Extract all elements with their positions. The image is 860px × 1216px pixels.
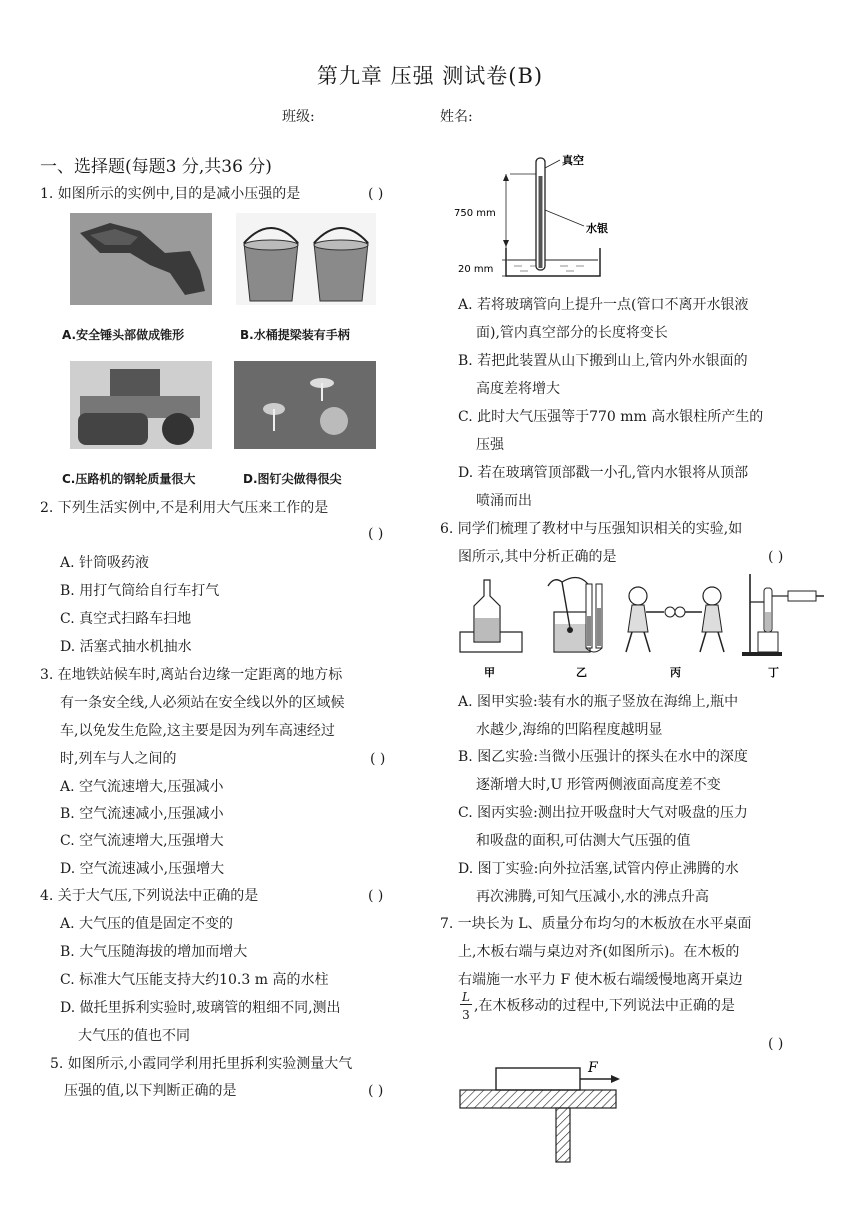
page-title: 第九章 压强 测试卷(B) bbox=[316, 64, 544, 88]
q6-stem-line2: 图所示,其中分析正确的是 bbox=[458, 549, 617, 565]
q5-option-d: D. 若在玻璃管顶部戳一小孔,管内水银将从顶部 bbox=[458, 465, 749, 481]
q5-option-b: B. 若把此装置从山下搬到山上,管内外水银面的 bbox=[458, 353, 748, 369]
q1-caption-c: C.压路机的钢轮质量很大 bbox=[62, 472, 196, 486]
name-label: 姓名: bbox=[440, 109, 473, 125]
force-label: F bbox=[588, 1060, 598, 1076]
q5-option-d-cont: 喷涌而出 bbox=[476, 493, 532, 509]
q6-answer-paren: ( ) bbox=[768, 549, 784, 565]
height-750-label: 750 mm bbox=[454, 208, 496, 219]
q5-answer-paren: ( ) bbox=[368, 1083, 384, 1099]
q3-stem-line3: 车,以免发生危险,这主要是因为列车高速经过 bbox=[60, 723, 335, 739]
q1-caption-b: B.水桶提梁装有手柄 bbox=[240, 328, 350, 342]
pressure-experiments-figure bbox=[458, 572, 826, 684]
q7-fraction-numerator: L bbox=[460, 990, 472, 1005]
q1-stem: 1. 如图所示的实例中,目的是减小压强的是 bbox=[40, 186, 301, 202]
q7-stem-line1: 7. 一块长为 L、质量分布均匀的木板放在水平桌面 bbox=[440, 916, 752, 932]
q6-option-b: B. 图乙实验:当微小压强计的探头在水中的深度 bbox=[458, 749, 748, 765]
q3-option-b: B. 空气流速减小,压强减小 bbox=[60, 806, 224, 822]
figure-label-yi: 乙 bbox=[576, 666, 587, 679]
q7-stem-line2: 上,木板右端与桌边对齐(如图所示)。在木板的 bbox=[458, 944, 740, 960]
q3-stem-line4: 时,列车与人之间的 bbox=[60, 751, 177, 767]
q1-caption-a: A.安全锤头部做成锥形 bbox=[62, 328, 185, 342]
water-bucket-image bbox=[236, 213, 376, 305]
q4-option-d-cont: 大气压的值也不同 bbox=[78, 1028, 190, 1044]
figure-label-ding: 丁 bbox=[768, 666, 779, 679]
q5-option-a-cont: 面),管内真空部分的长度将变长 bbox=[476, 325, 668, 341]
q2-stem: 2. 下列生活实例中,不是利用大气压来工作的是 bbox=[40, 500, 329, 516]
q7-stem-tail: ,在木板移动的过程中,下列说法中正确的是 bbox=[474, 998, 735, 1014]
pressure-gauge-diagram bbox=[548, 577, 602, 652]
figure-label-jia: 甲 bbox=[484, 666, 495, 679]
class-label: 班级: bbox=[282, 109, 315, 125]
q5-option-c: C. 此时大气压强等于770 mm 高水银柱所产生的 bbox=[458, 409, 764, 425]
q5-option-a: A. 若将玻璃管向上提升一点(管口不离开水银液 bbox=[458, 297, 749, 313]
q1-caption-d: D.图钉尖做得很尖 bbox=[243, 472, 342, 486]
safety-hammer-image bbox=[70, 213, 212, 305]
table-leg bbox=[556, 1108, 570, 1162]
q6-option-a-cont: 水越少,海绵的凹陷程度越明显 bbox=[476, 722, 663, 738]
q5-stem-line1: 5. 如图所示,小霞同学利用托里拆利实验测量大气 bbox=[50, 1056, 353, 1072]
q3-stem-line2: 有一条安全线,人必须站在安全线以外的区域候 bbox=[60, 695, 345, 711]
flask-syringe-diagram bbox=[742, 574, 824, 656]
q6-stem-line1: 6. 同学们梳理了教材中与压强知识相关的实验,如 bbox=[440, 521, 743, 537]
q5-option-c-cont: 压强 bbox=[476, 437, 504, 453]
q3-option-d: D. 空气流速减小,压强增大 bbox=[60, 861, 225, 877]
q5-stem-line2: 压强的值,以下判断正确的是 bbox=[64, 1083, 237, 1099]
q4-option-b: B. 大气压随海拔的增加而增大 bbox=[60, 944, 248, 960]
board-on-table-diagram bbox=[458, 1056, 638, 1164]
q6-option-a: A. 图甲实验:装有水的瓶子竖放在海绵上,瓶中 bbox=[458, 694, 739, 710]
road-roller-image bbox=[70, 361, 212, 449]
q6-option-d: D. 图丁实验:向外拉活塞,试管内停止沸腾的水 bbox=[458, 861, 739, 877]
q6-option-c: C. 图丙实验:测出拉开吸盘时大气对吸盘的压力 bbox=[458, 805, 748, 821]
q3-stem-line1: 3. 在地铁站候车时,离站台边缘一定距离的地方标 bbox=[40, 667, 343, 683]
q2-option-b: B. 用打气筒给自行车打气 bbox=[60, 583, 220, 599]
q7-fraction-denominator: 3 bbox=[462, 1008, 470, 1022]
q1-answer-paren: ( ) bbox=[368, 186, 384, 202]
vacuum-label: 真空 bbox=[562, 154, 584, 167]
q4-answer-paren: ( ) bbox=[368, 888, 384, 904]
q6-option-b-cont: 逐渐增大时,U 形管两侧液面高度差不变 bbox=[476, 777, 721, 793]
section-heading: 一、选择题(每题3 分,共36 分) bbox=[40, 157, 272, 177]
mercury-label: 水银 bbox=[586, 222, 608, 235]
q4-option-d: D. 做托里拆利实验时,玻璃管的粗细不同,测出 bbox=[60, 1000, 341, 1016]
q5-option-b-cont: 高度差将增大 bbox=[476, 381, 560, 397]
height-20-label: 20 mm bbox=[458, 264, 494, 275]
q4-stem: 4. 关于大气压,下列说法中正确的是 bbox=[40, 888, 259, 904]
q2-answer-paren: ( ) bbox=[368, 526, 384, 542]
q3-option-c: C. 空气流速增大,压强增大 bbox=[60, 833, 224, 849]
q4-option-c: C. 标准大气压能支持大约10.3 m 高的水柱 bbox=[60, 972, 329, 988]
table-top bbox=[460, 1090, 616, 1108]
q2-option-c: C. 真空式扫路车扫地 bbox=[60, 611, 192, 627]
bottle-on-sponge-diagram bbox=[460, 580, 522, 652]
q6-option-c-cont: 和吸盘的面积,可估测大气压强的值 bbox=[476, 833, 691, 849]
q7-answer-paren: ( ) bbox=[768, 1036, 784, 1052]
q3-option-a: A. 空气流速增大,压强减小 bbox=[60, 779, 224, 795]
q3-answer-paren: ( ) bbox=[370, 751, 386, 767]
suction-cup-pull-diagram bbox=[626, 587, 724, 652]
q4-option-a: A. 大气压的值是固定不变的 bbox=[60, 916, 234, 932]
torricelli-apparatus-diagram bbox=[450, 150, 630, 282]
q2-option-d: D. 活塞式抽水机抽水 bbox=[60, 639, 192, 655]
q2-option-a: A. 针筒吸药液 bbox=[60, 555, 150, 571]
thumbtack-image bbox=[234, 361, 376, 449]
figure-label-bing: 丙 bbox=[670, 666, 681, 679]
q7-stem-line3: 右端施一水平力 F 使木板右端缓慢地离开桌边 bbox=[458, 972, 743, 988]
wooden-board bbox=[496, 1068, 580, 1090]
q6-option-d-cont: 再次沸腾,可知气压减小,水的沸点升高 bbox=[476, 889, 709, 905]
